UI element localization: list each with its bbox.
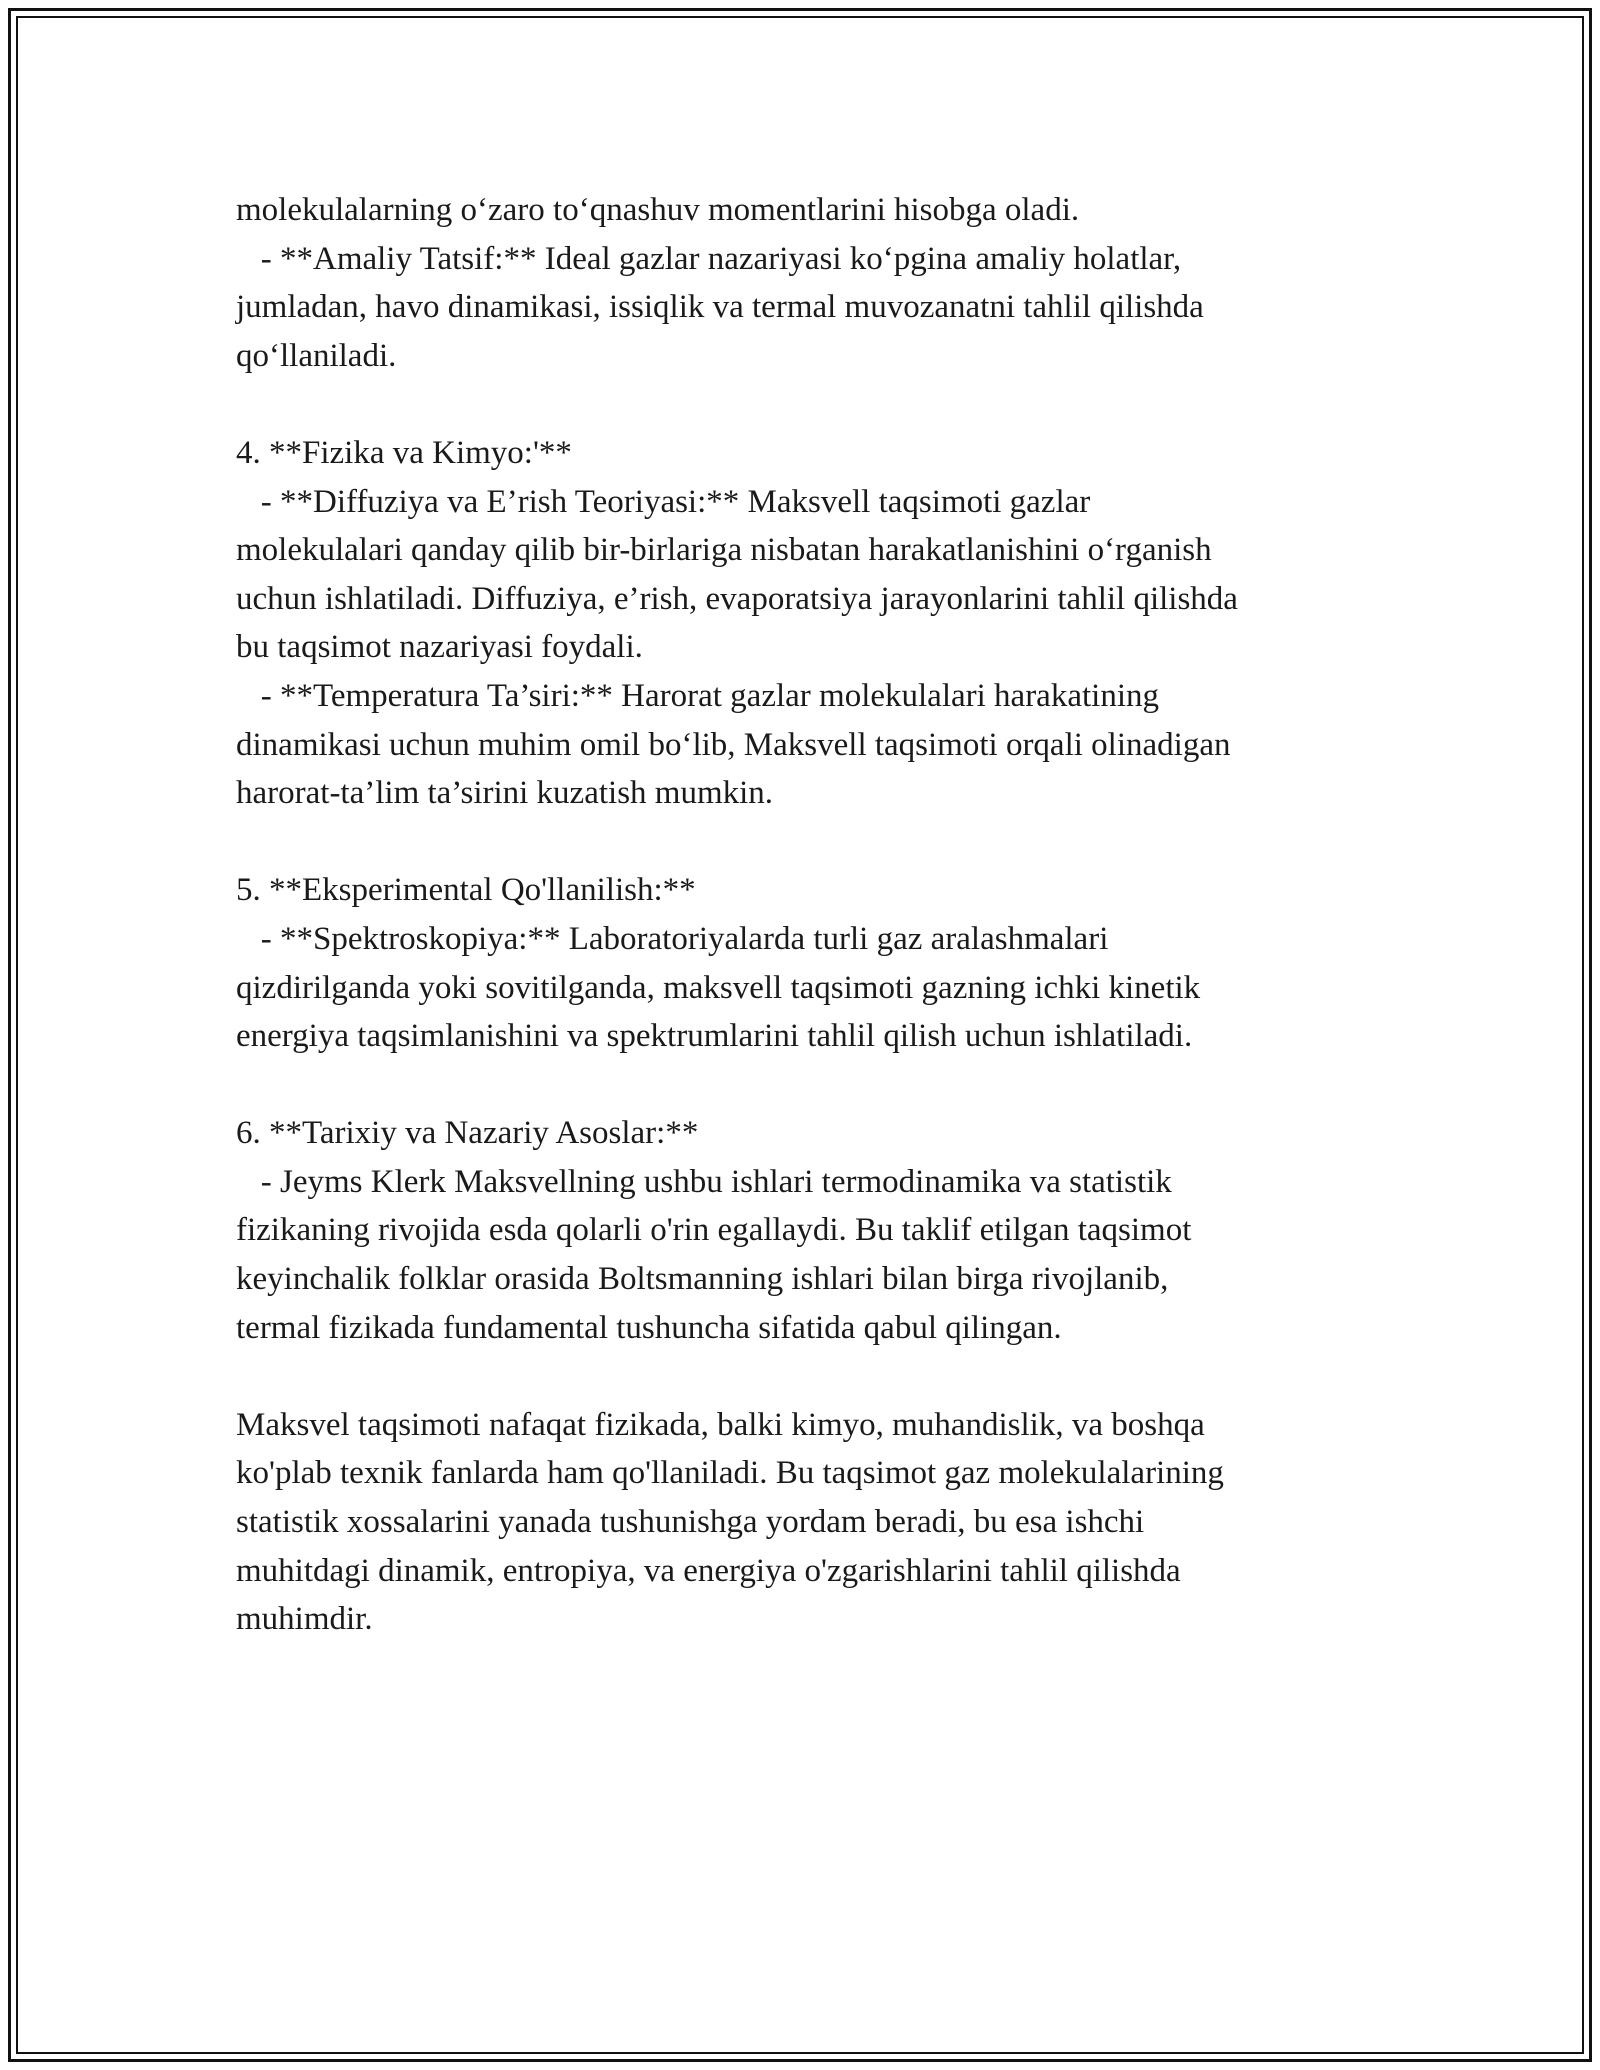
text-line: keyinchalik folklar orasida Boltsmanning ishlari bilan birga rivojlanib, [236,1261,1169,1298]
paragraph-spacer [236,1061,1396,1110]
text-line: termal fizikada fundamental tushuncha sifatida qabul qilingan. [236,1309,1062,1346]
text-line: muhitdagi dinamik, entropiya, va energiya o'zgarishlarini tahlil qilishda [236,1552,1181,1589]
text-line: bu taqsimot nazariyasi foydali. [236,629,643,666]
section-6-historical [236,1109,1396,1352]
paragraph-conclusion [236,1401,1396,1644]
text-line: muhimdir. [236,1601,373,1638]
text-line: ko'plab texnik fanlarda ham qo'llaniladi. Bu taqsimot gaz molekulalarining [236,1455,1224,1492]
text-line: jumladan, havo dinamikasi, issiqlik va termal muvozanatni tahlil qilishda [236,289,1204,326]
text-line: - **Spektroskopiya:** Laboratoriyalarda turli gaz aralashmalari [236,920,1109,957]
text-line: Maksvel taqsimoti nafaqat fizikada, balki kimyo, muhandislik, va boshqa [236,1406,1205,1443]
paragraph-spacer [236,380,1396,429]
section-heading: 6. **Tarixiy va Nazariy Asoslar:** [236,1115,699,1152]
text-line: fizikaning rivojida esda qolarli o'rin egallaydi. Bu taklif etilgan taqsimot [236,1212,1192,1249]
section-heading: 5. **Eksperimental Qo'llanilish:** [236,872,696,909]
text-line: uchun ishlatiladi. Diffuziya, e’rish, evaporatsiya jarayonlarini tahlil qilishda [236,580,1238,617]
document-body [236,186,1396,1644]
section-4-physics-chemistry [236,429,1396,818]
paragraph-ideal-gas-tail [236,186,1396,380]
text-line: - **Temperatura Ta’siri:** Harorat gazlar molekulalari harakatining [236,677,1159,714]
section-5-experimental [236,866,1396,1060]
paragraph-spacer [236,818,1396,867]
section-heading: 4. **Fizika va Kimyo:'** [236,434,572,471]
text-line: - Jeyms Klerk Maksvellning ushbu ishlari termodinamika va statistik [236,1163,1172,1200]
paragraph-spacer [236,1352,1396,1401]
text-line: dinamikasi uchun muhim omil bo‘lib, Maksvell taqsimoti orqali olinadigan [236,726,1231,763]
text-line: molekulalari qanday qilib bir-birlariga nisbatan harakatlanishini o‘rganish [236,532,1212,569]
text-line: - **Amaliy Tatsif:** Ideal gazlar nazariyasi ko‘pgina amaliy holatlar, [236,240,1182,277]
text-line: statistik xossalarini yanada tushunishga yordam beradi, bu esa ishchi [236,1504,1145,1541]
text-line: molekulalarning o‘zaro to‘qnashuv momentlarini hisobga oladi. [236,192,1080,228]
text-line: energiya taqsimlanishini va spektrumlarini tahlil qilish uchun ishlatiladi. [236,1018,1193,1055]
text-line: harorat-ta’lim ta’sirini kuzatish mumkin. [236,775,774,812]
text-line: qizdirilganda yoki sovitilganda, maksvell taqsimoti gazning ichki kinetik [236,969,1201,1006]
text-line: qo‘llaniladi. [236,337,397,374]
text-line: - **Diffuziya va E’rish Teoriyasi:** Maksvell taqsimoti gazlar [236,483,1091,520]
